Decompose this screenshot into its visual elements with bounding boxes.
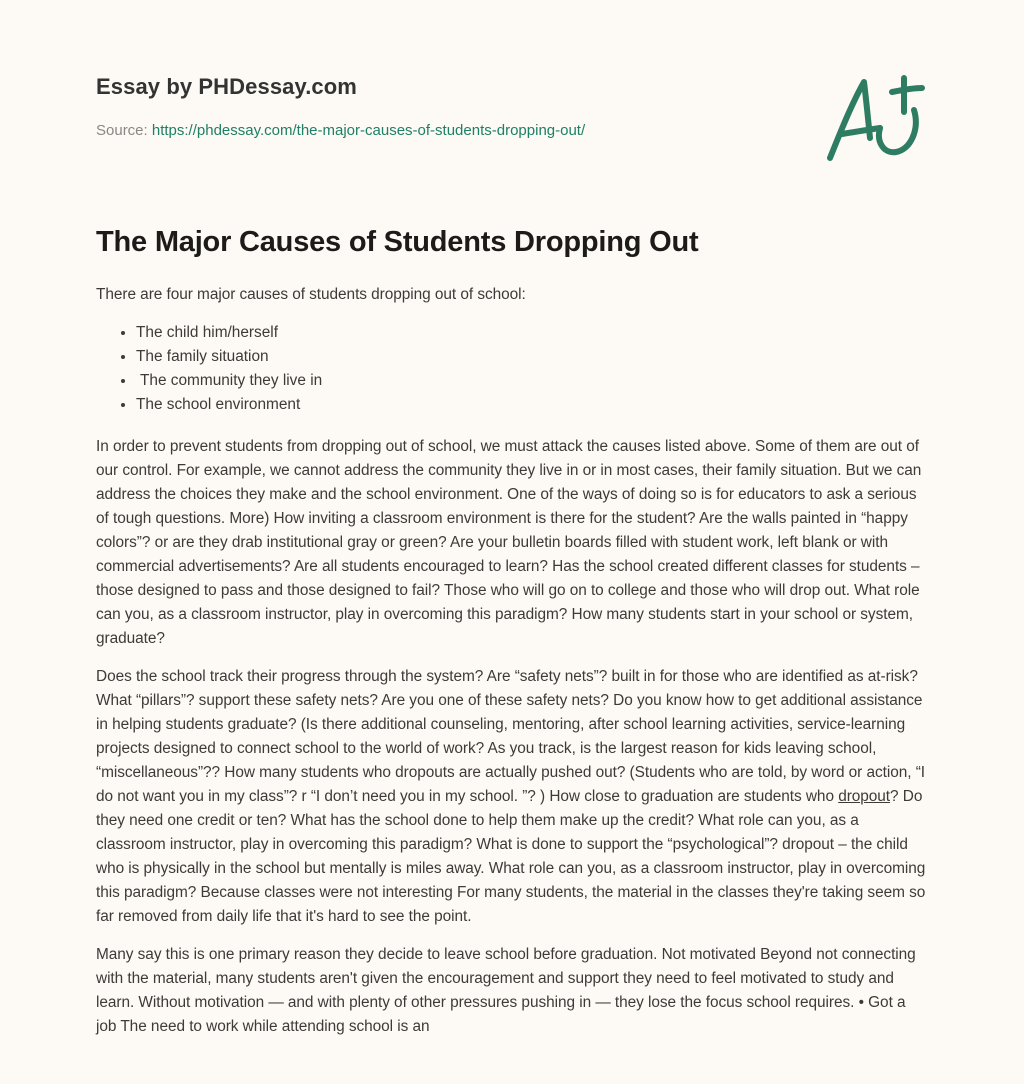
paragraph-text: Does the school track their progress through the system? Are “safety nets”? built in for those who are identified as at-risk? What “pillars”? support these safety nets? Are you one of these safety nets? Do you know how to get additional assistance in helping students graduate? (Is there additional counseling, mentoring, after school learning activities, service-learning projects designed to connect school to the world of work? As you track, is the largest reason for kids leaving school, “miscellaneous”?? How many students who dropouts are actually pushed out? (Students who are told, by word or action, “I do not want you in my class”? r “I don’t need you in my school. ”? ) How close to graduation are students who xyxy=(96,668,926,805)
a-plus-grade-icon xyxy=(822,68,932,168)
essay-paragraph: In order to prevent students from dropping out of school, we must attack the causes listed above. Some of them are out of our control. For example, we cannot address the community they live in or in most cases, their family situation. But we can address the choices they make and the school environment. One of the ways of doing so is for educators to ask a serious of tough questions. More) How inviting a classroom environment is there for the student? Are the walls painted in “happy colors”? or are they drab institutional gray or green? Are your bulletin boards filled with student work, left blank or with commercial advertisements? Are all students encouraged to learn? Has the school created different classes for students – those designed to pass and those designed to fail? Those who will go on to college and those who will drop out. What role can you, as a classroom instructor, play in overcoming this paradigm? How many students start in your school or system, graduate? xyxy=(96,438,922,647)
page-header xyxy=(96,74,796,139)
essay-content xyxy=(96,226,928,1053)
essay-paragraph: Many say this is one primary reason they decide to leave school before graduation. Not motivated Beyond not connecting with the material, many students aren't given the encouragement and support they need to feel motivated to study and learn. Without motivation — and with plenty of other pressures pushing in — they lose the focus school requires. • Got a job The need to work while attending school is an xyxy=(96,946,916,1035)
dropout-link[interactable]: dropout xyxy=(838,788,891,805)
essay-title: The Major Causes of Students Dropping Out xyxy=(96,226,699,258)
source-line xyxy=(96,122,796,139)
essay-paragraph xyxy=(96,665,928,929)
list-item: • The family situation xyxy=(136,345,928,369)
essay-intro: There are four major causes of students dropping out of school: xyxy=(96,286,526,303)
source-link[interactable]: https://phdessay.com/the-major-causes-of-students-dropping-out/ xyxy=(151,122,586,139)
paragraph-text: ? Do they need one credit or ten? What has the school done to help them make up the credit? What role can you, as a classroom instructor, play in overcoming this paradigm? What is done to support the “psychological”? dropout – the child who is physically in the school but mentally is miles away. What role can you, as a classroom instructor, play in overcoming this paradigm? Because classes were not interesting For many students, the material in the classes they're taking seem so far removed from daily life that it's hard to see the point. xyxy=(96,788,926,925)
site-title: Essay by PHDessay.com xyxy=(96,74,357,99)
causes-list xyxy=(96,321,928,417)
source-label: Source: xyxy=(96,122,152,139)
list-item: • The community they live in xyxy=(136,369,928,393)
list-item: • The school environment xyxy=(136,393,928,417)
list-item: • The child him/herself xyxy=(136,321,928,345)
